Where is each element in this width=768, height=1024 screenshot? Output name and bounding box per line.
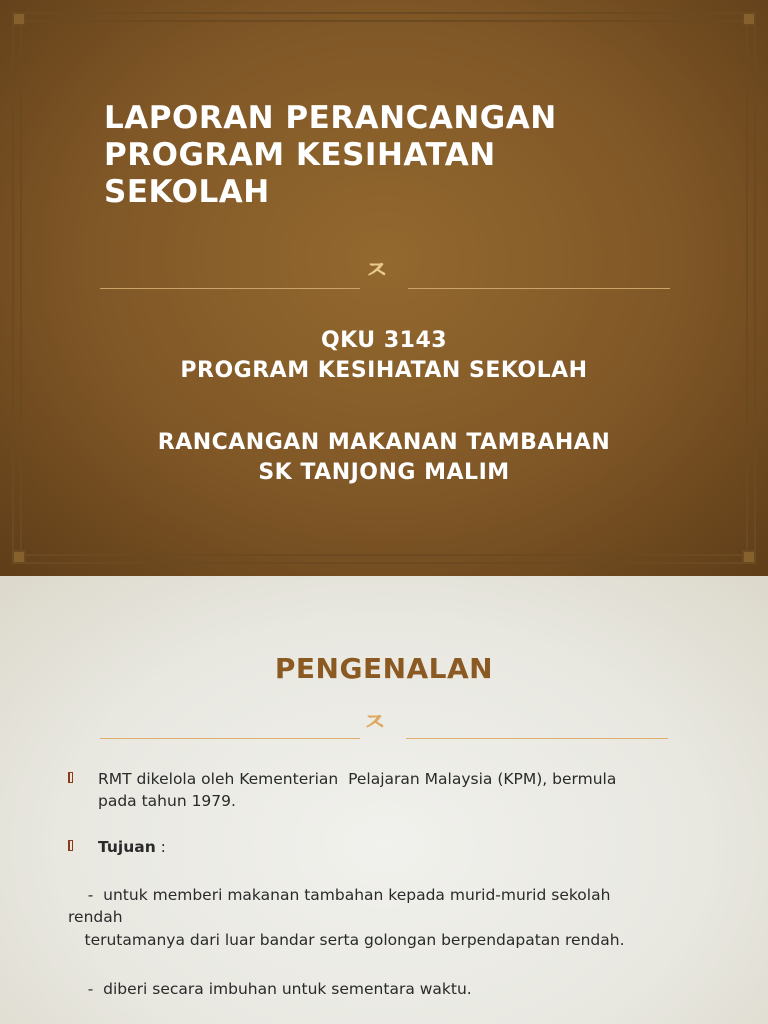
introduction-slide bbox=[0, 576, 768, 1024]
frame-corner-icon bbox=[12, 12, 26, 26]
bullet-icon bbox=[68, 772, 73, 783]
korean-ornament-icon: ㅈ bbox=[364, 256, 390, 286]
bullet-label-suffix: : bbox=[155, 838, 166, 856]
divider-line-left bbox=[100, 288, 360, 289]
slide-heading: PENGENALAN bbox=[274, 652, 494, 685]
divider-line-left bbox=[100, 738, 360, 739]
bullet-label: Tujuan bbox=[98, 838, 156, 856]
sub-point-text: terutamanya dari luar bandar serta golongan berpendapatan rendah. bbox=[50, 931, 625, 949]
sub-point-text: - untuk memberi makanan tambahan kepada murid-murid sekolah bbox=[68, 886, 611, 904]
divider-line-right bbox=[408, 288, 670, 289]
slide-title: LAPORAN PERANCANGAN PROGRAM KESIHATAN SEKOLAH bbox=[104, 100, 557, 210]
topic-title: RANCANGAN MAKANAN TAMBAHAN bbox=[157, 430, 611, 455]
frame-corner-icon bbox=[742, 12, 756, 26]
bullet-text bbox=[98, 836, 166, 858]
sub-point-text: - diberi secara imbuhan untuk sementara waktu. bbox=[68, 980, 472, 998]
bullet-text: RMT dikelola oleh Kementerian Pelajaran Malaysia (KPM), bermula bbox=[98, 770, 617, 788]
course-name: PROGRAM KESIHATAN SEKOLAH bbox=[180, 358, 588, 383]
school-name: SK TANJONG MALIM bbox=[258, 460, 510, 485]
korean-ornament-icon: ㅈ bbox=[362, 708, 388, 738]
divider-line-right bbox=[406, 738, 668, 739]
sub-point-text: rendah bbox=[68, 908, 123, 926]
course-code: QKU 3143 bbox=[320, 328, 448, 353]
bullet-icon bbox=[68, 840, 73, 851]
bullet-text: pada tahun 1979. bbox=[98, 792, 236, 810]
frame-corner-icon bbox=[742, 550, 756, 564]
frame-corner-icon bbox=[12, 550, 26, 564]
